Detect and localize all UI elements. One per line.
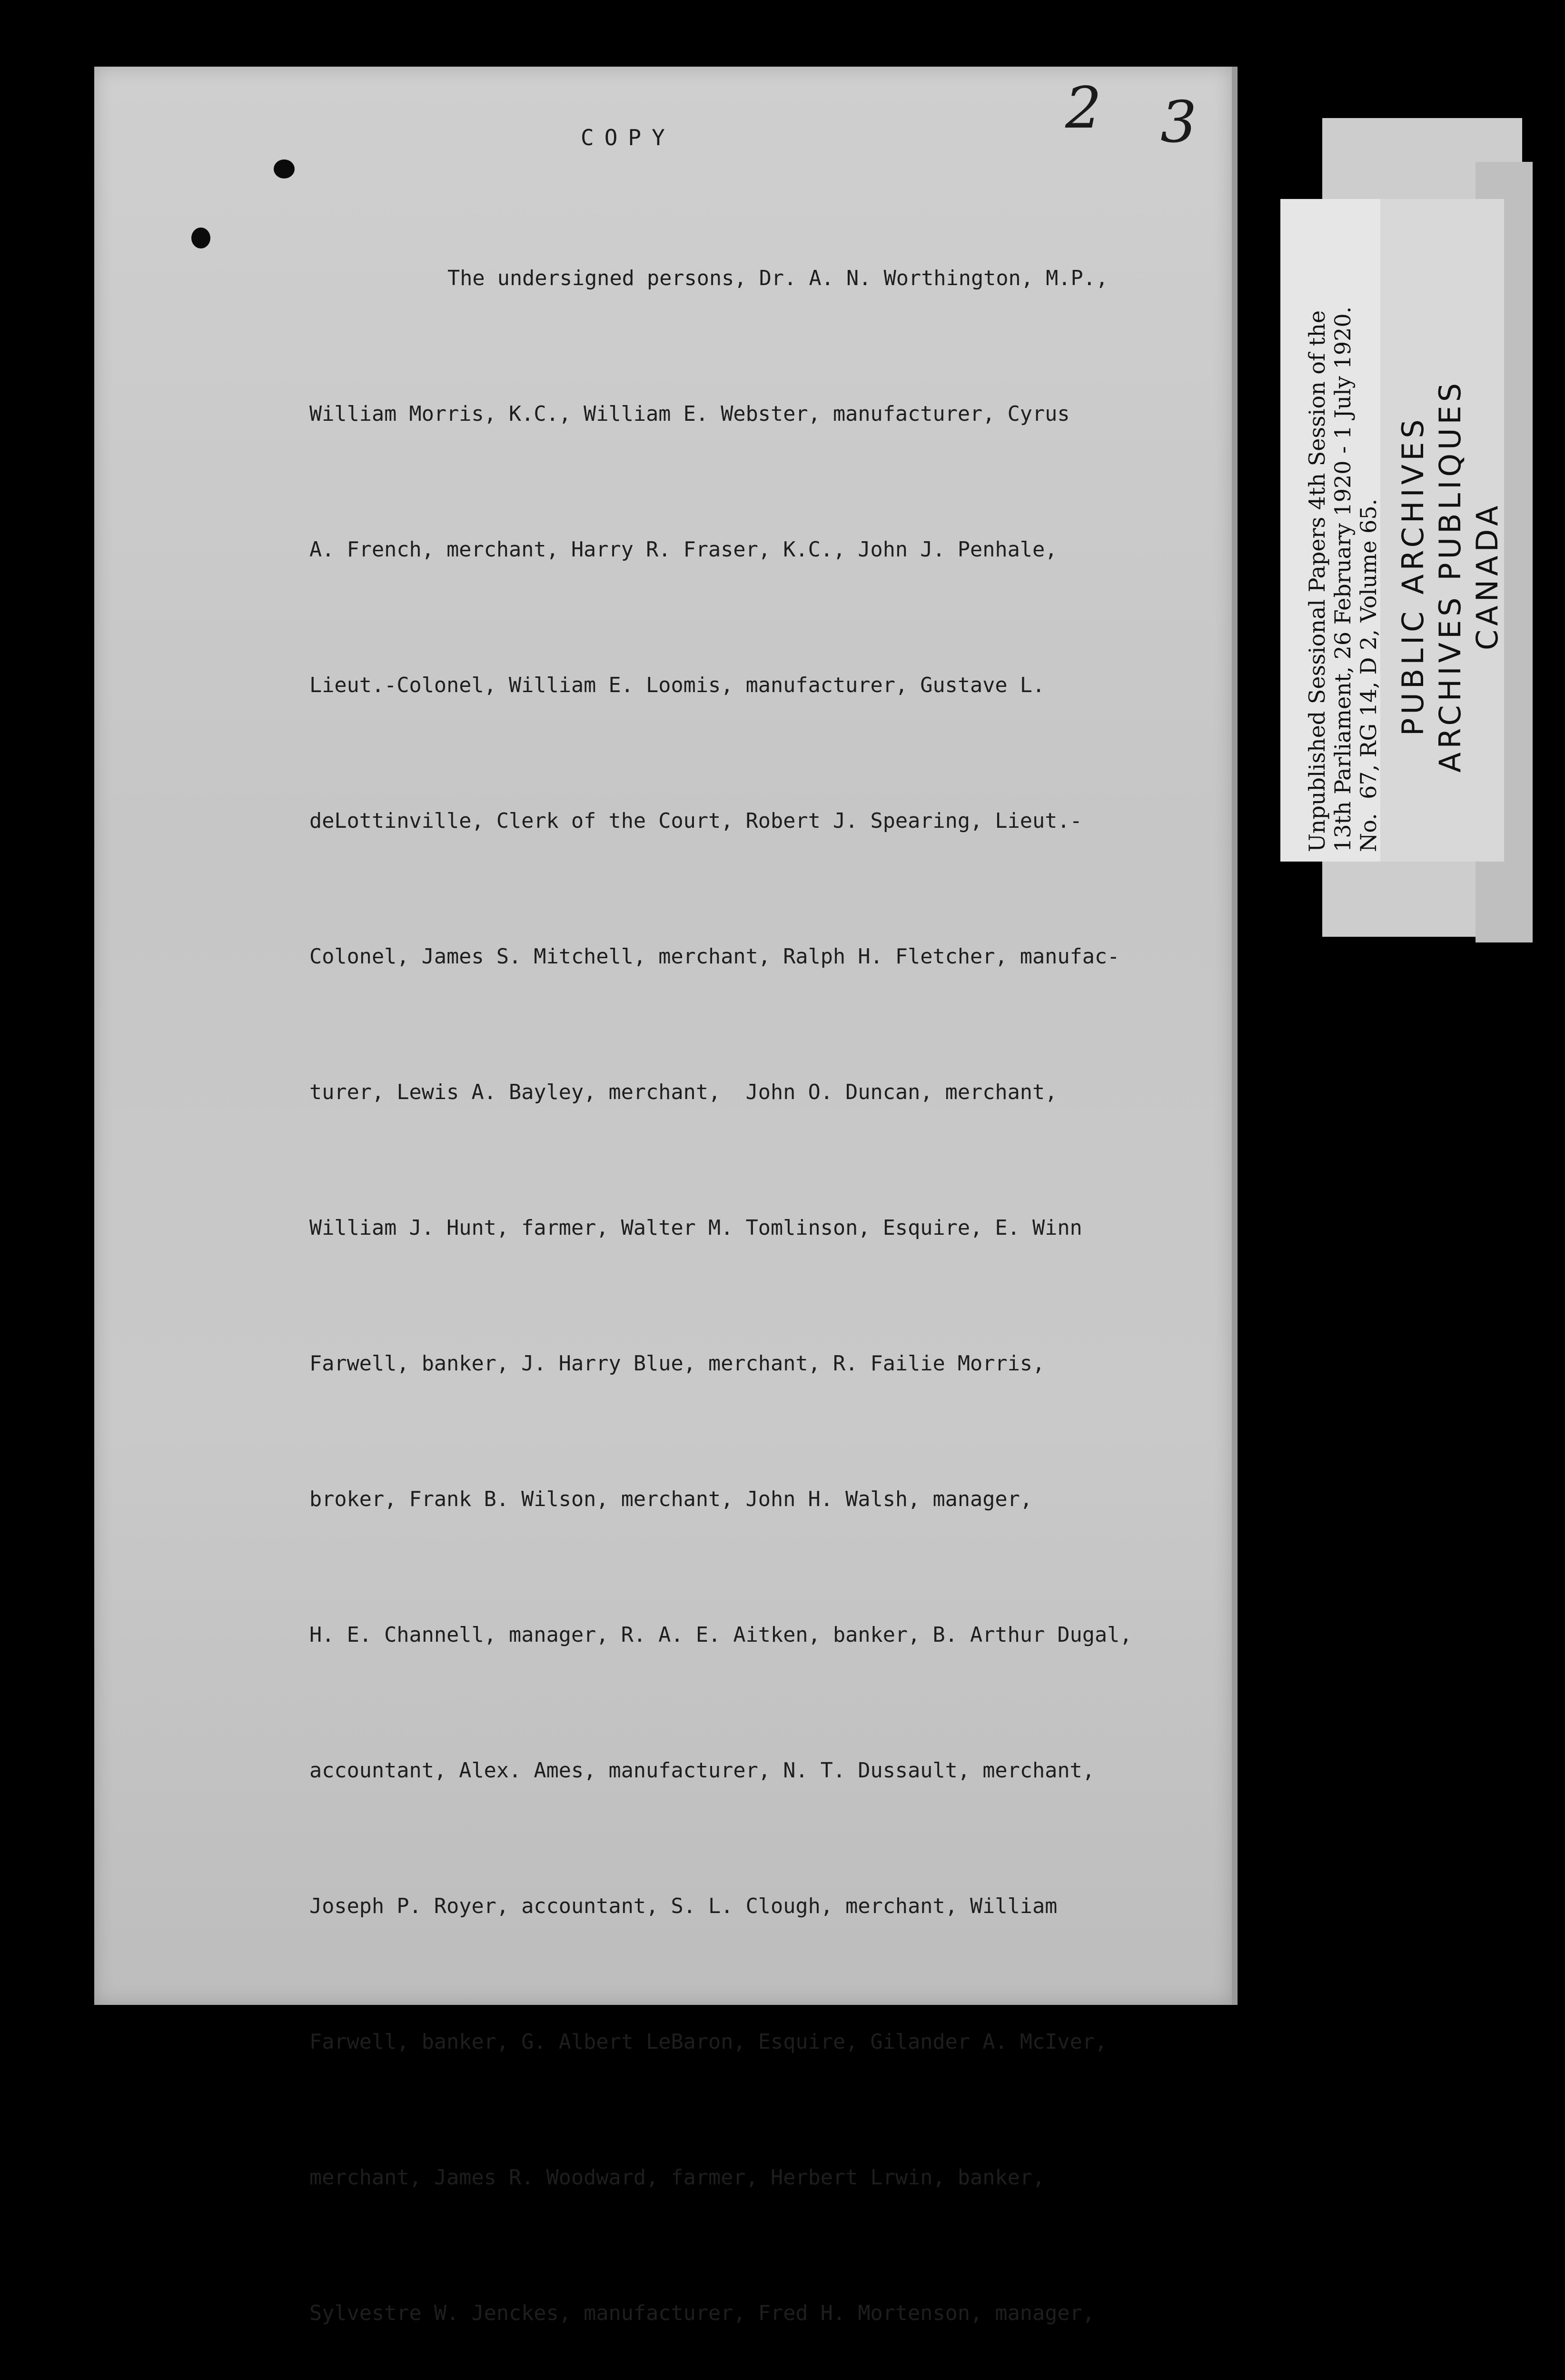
archive-stamp-line-3: CANADA — [1470, 502, 1505, 650]
body-line: merchant, James R. Woodward, farmer, Herbert Lrwin, banker, — [309, 2166, 1045, 2190]
body-line: turer, Lewis A. Bayley, merchant, John O. Duncan, merchant, — [309, 1081, 1058, 1104]
typed-body — [309, 166, 1266, 2380]
archive-stamp-line-2: ARCHIVES PUBLIQUES — [1433, 379, 1467, 773]
body-line: accountant, Alex. Ames, manufacturer, N. T. Dussault, merchant, — [309, 1759, 1095, 1783]
body-line: William Morris, K.C., William E. Webster, manufacturer, Cyrus — [309, 402, 1070, 426]
document-heading: COPY — [581, 125, 675, 150]
body-line: H. E. Channell, manager, R. A. E. Aitken, banker, B. Arthur Dugal, — [309, 1623, 1132, 1647]
body-line: Lieut.-Colonel, William E. Loomis, manufacturer, Gustave L. — [309, 674, 1045, 697]
body-line: A. French, merchant, Harry R. Fraser, K.C., John J. Penhale, — [309, 538, 1058, 562]
body-line: broker, Frank B. Wilson, merchant, John H. Walsh, manager, — [309, 1488, 1032, 1511]
body-line: William J. Hunt, farmer, Walter M. Tomlinson, Esquire, E. Winn — [309, 1216, 1082, 1240]
archive-label-line-1: Unpublished Sessional Papers 4th Session of the — [1304, 310, 1330, 852]
body-line: Sylvestre W. Jenckes, manufacturer, Fred H. Mortenson, manager, — [309, 2301, 1095, 2325]
punch-hole-top — [274, 159, 295, 178]
body-line: Farwell, banker, G. Albert LeBaron, Esquire, Gilander A. McIver, — [309, 2030, 1108, 2054]
archive-stamp-line-1: PUBLIC ARCHIVES — [1396, 416, 1430, 736]
body-line: Joseph P. Royer, accountant, S. L. Clough, merchant, William — [309, 1894, 1058, 1918]
archive-stamp — [1395, 362, 1506, 790]
handwritten-folio-number: 3 — [1160, 89, 1197, 156]
archive-reference-label — [1304, 267, 1381, 852]
body-line: The undersigned persons, Dr. A. N. Worthington, M.P., — [447, 267, 1109, 290]
archive-label-line-2: 13th Parliament, 26 February 1920 - 1 July 1920. — [1330, 306, 1356, 852]
body-line: Colonel, James S. Mitchell, merchant, Ralph H. Fletcher, manufac- — [309, 945, 1120, 969]
handwritten-page-number: 2 — [1065, 75, 1102, 141]
body-line: deLottinville, Clerk of the Court, Robert J. Spearing, Lieut.- — [309, 809, 1082, 833]
punch-hole-left — [191, 228, 210, 248]
archive-label-line-3: No. 67, RG 14, D 2, Volume 65. — [1356, 498, 1381, 852]
body-line: Farwell, banker, J. Harry Blue, merchant, R. Failie Morris, — [309, 1352, 1045, 1376]
